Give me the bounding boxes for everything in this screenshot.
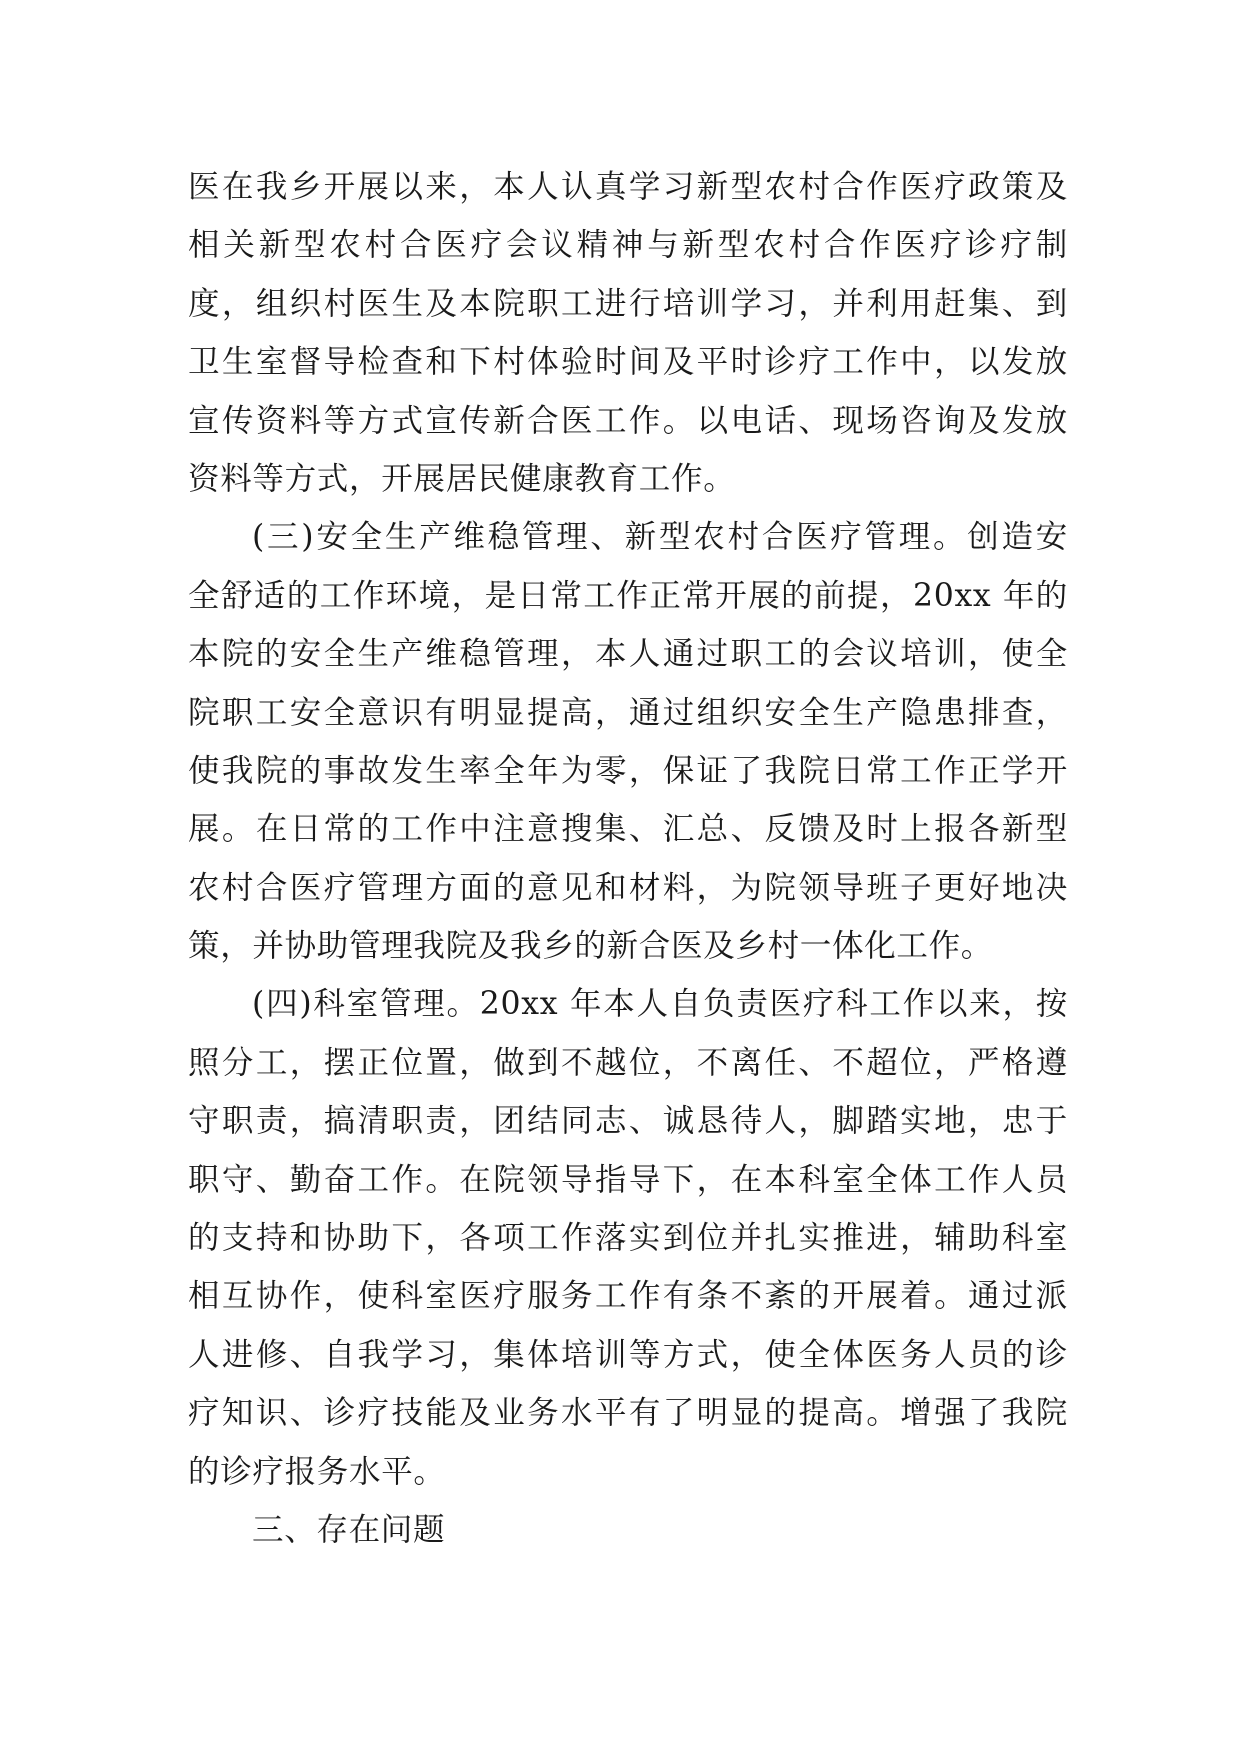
text-line: 资料等方式，开展居民健康教育工作。: [188, 460, 736, 497]
section-heading-problems: 三、存在问题: [252, 1511, 446, 1548]
text-line: 的诊疗报务水平。: [188, 1453, 446, 1490]
text-line: 院职工安全意识有明显提高，通过组织安全生产隐患排查，: [188, 694, 1068, 731]
text-line: 展。在日常的工作中注意搜集、汇总、反馈及时上报各新型: [188, 811, 1068, 848]
text-line: 农村合医疗管理方面的意见和材料，为院领导班子更好地决: [188, 869, 1068, 906]
body-text: [188, 158, 1068, 1559]
text-line: 度，组织村医生及本院职工进行培训学习，并利用赶集、到: [188, 285, 1068, 322]
text-line: 守职责，搞清职责，团结同志、诚恳待人，脚踏实地，忠于: [188, 1103, 1068, 1140]
text-line: 照分工，摆正位置，做到不越位，不离任、不超位，严格遵: [188, 1044, 1068, 1081]
text-line: 本院的安全生产维稳管理，本人通过职工的会议培训，使全: [188, 636, 1068, 673]
section-heading-3: (三)安全生产维稳管理、新型农村合医疗管理。创造安: [252, 519, 1068, 556]
text-line: 人进修、自我学习，集体培训等方式，使全体医务人员的诊: [188, 1336, 1068, 1373]
text-line: 职守、勤奋工作。在院领导指导下，在本科室全体工作人员: [188, 1161, 1068, 1198]
text-line: 策，并协助管理我院及我乡的新合医及乡村一体化工作。: [188, 928, 994, 965]
text-line: 全舒适的工作环境，是日常工作正常开展的前提，20xx 年的: [188, 577, 1068, 614]
text-line: 疗知识、诊疗技能及业务水平有了明显的提高。增强了我院: [188, 1395, 1068, 1432]
text-line: 宣传资料等方式宣传新合医工作。以电话、现场咨询及发放: [188, 402, 1068, 439]
text-line: 的支持和协助下，各项工作落实到位并扎实推进，辅助科室: [188, 1220, 1068, 1257]
text-line: 医在我乡开展以来，本人认真学习新型农村合作医疗政策及: [188, 169, 1068, 205]
text-line: 相互协作，使科室医疗服务工作有条不紊的开展着。通过派: [188, 1278, 1068, 1315]
text-line: 使我院的事故发生率全年为零，保证了我院日常工作正学开: [188, 752, 1068, 789]
text-line: 卫生室督导检查和下村体验时间及平时诊疗工作中，以发放: [188, 344, 1068, 381]
section-heading-4: (四)科室管理。20xx 年本人自负责医疗科工作以来，按: [252, 986, 1068, 1023]
text-line: 相关新型农村合医疗会议精神与新型农村合作医疗诊疗制: [188, 227, 1068, 264]
